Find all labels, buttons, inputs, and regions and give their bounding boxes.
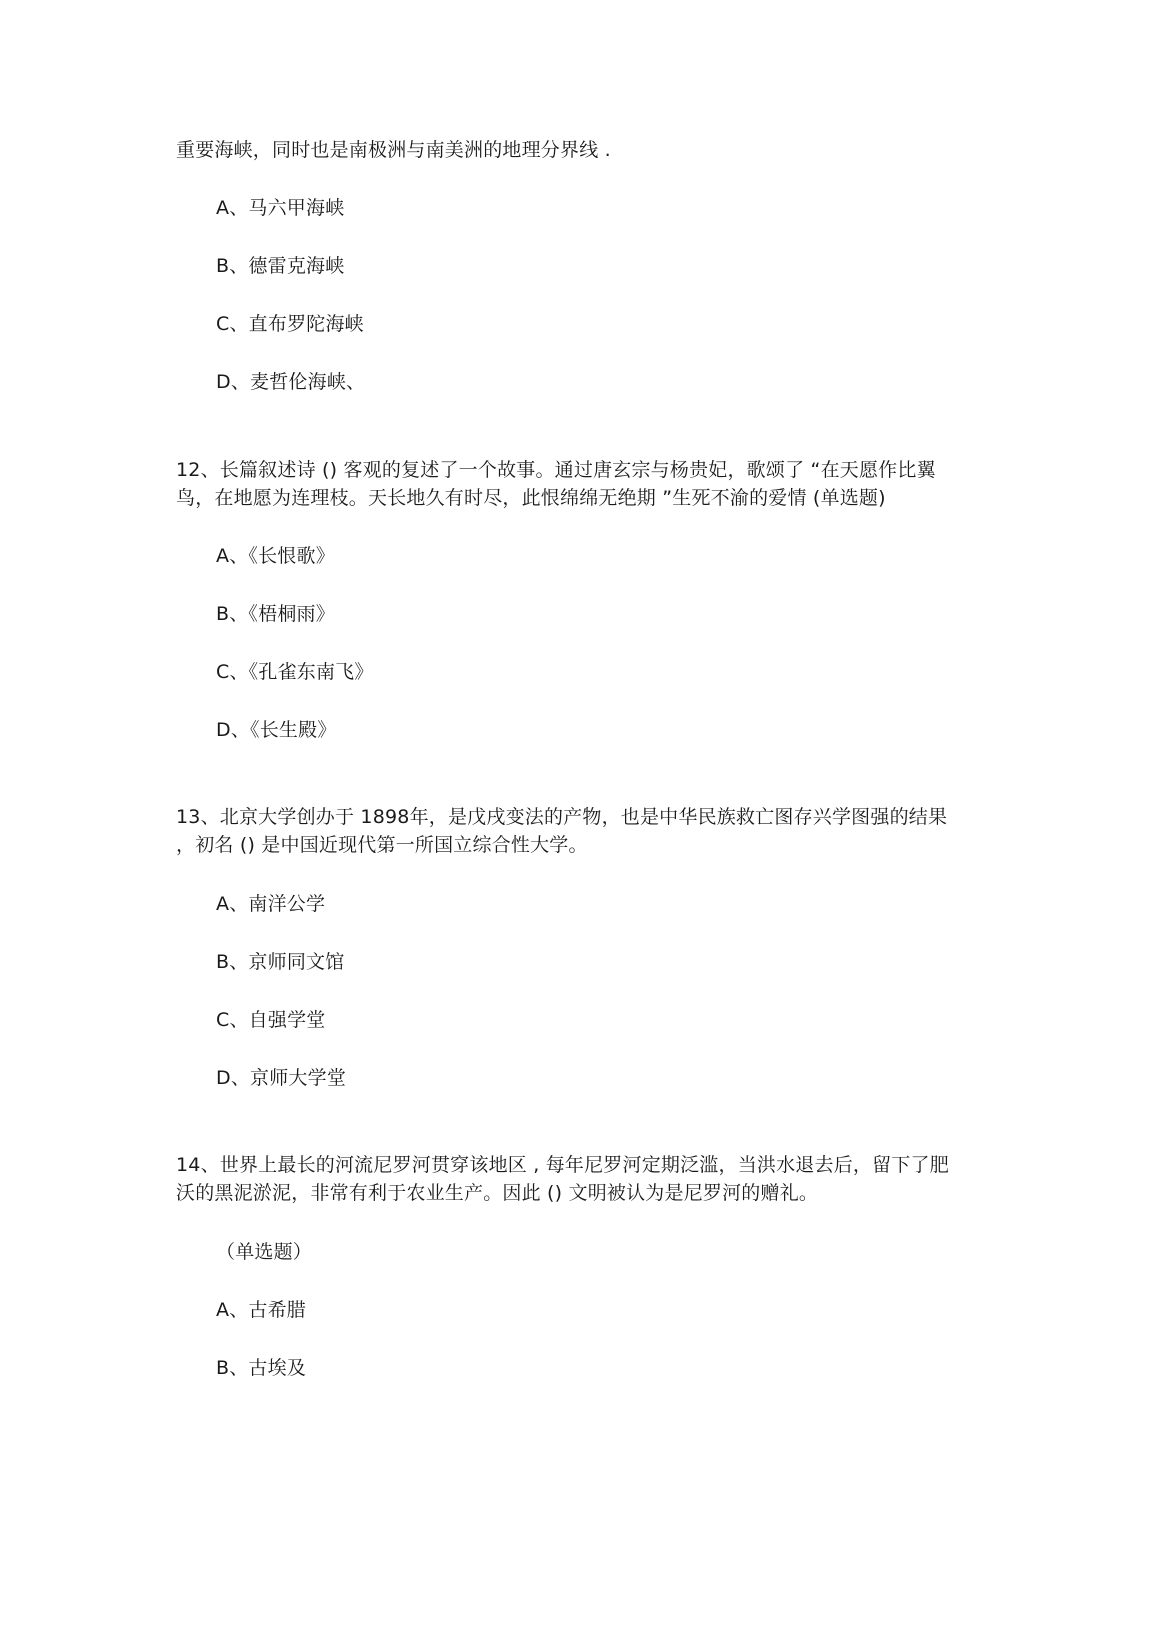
question-13-option-c: C、自强学堂 xyxy=(216,1009,326,1031)
question-12-option-b: B、《梧桐雨》 xyxy=(216,603,335,625)
question-12-option-d: D、《长生殿》 xyxy=(216,719,337,741)
question-13-stem-line-1: 13、北京大学创办于 1898年，是戊戌变法的产物，也是中华民族救亡图存兴学图强的结果 xyxy=(176,806,948,828)
question-11-option-a: A、马六甲海峡 xyxy=(216,197,345,219)
question-13-option-b: B、京师同文馆 xyxy=(216,951,345,973)
question-11-option-c: C、直布罗陀海峡 xyxy=(216,313,364,335)
question-14-option-b: B、古埃及 xyxy=(216,1357,307,1379)
question-14-option-a: A、古希腊 xyxy=(216,1299,306,1321)
question-13-stem-line-2: ，初名 () 是中国近现代第一所国立综合性大学。 xyxy=(176,834,588,856)
question-12-option-a: A、《长恨歌》 xyxy=(216,545,335,567)
question-12-stem-line-1: 12、长篇叙述诗 () 客观的复述了一个故事。通过唐玄宗与杨贵妃，歌颂了 “在天愿作比翼 xyxy=(176,459,936,481)
question-14-stem-line-1: 14、世界上最长的河流尼罗河贯穿该地区 , 每年尼罗河定期泛滥，当洪水退去后，留下了肥 xyxy=(176,1154,949,1176)
question-12-stem-line-2: 鸟，在地愿为连理枝。天长地久有时尽，此恨绵绵无绝期 ”生死不渝的爱情 (单选题) xyxy=(176,487,886,509)
question-14-stem-line-2: 沃的黑泥淤泥，非常有利于农业生产。因此 () 文明被认为是尼罗河的赠礼。 xyxy=(176,1182,819,1204)
question-11-stem-tail: 重要海峡，同时也是南极洲与南美洲的地理分界线 . xyxy=(176,139,611,161)
question-13-option-d: D、京师大学堂 xyxy=(216,1067,347,1089)
question-14-type-note: （单选题） xyxy=(216,1241,313,1263)
question-11-option-d: D、麦哲伦海峡、 xyxy=(216,371,366,393)
question-12-option-c: C、《孔雀东南飞》 xyxy=(216,661,374,683)
question-11-option-b: B、德雷克海峡 xyxy=(216,255,345,277)
question-13-option-a: A、南洋公学 xyxy=(216,893,326,915)
